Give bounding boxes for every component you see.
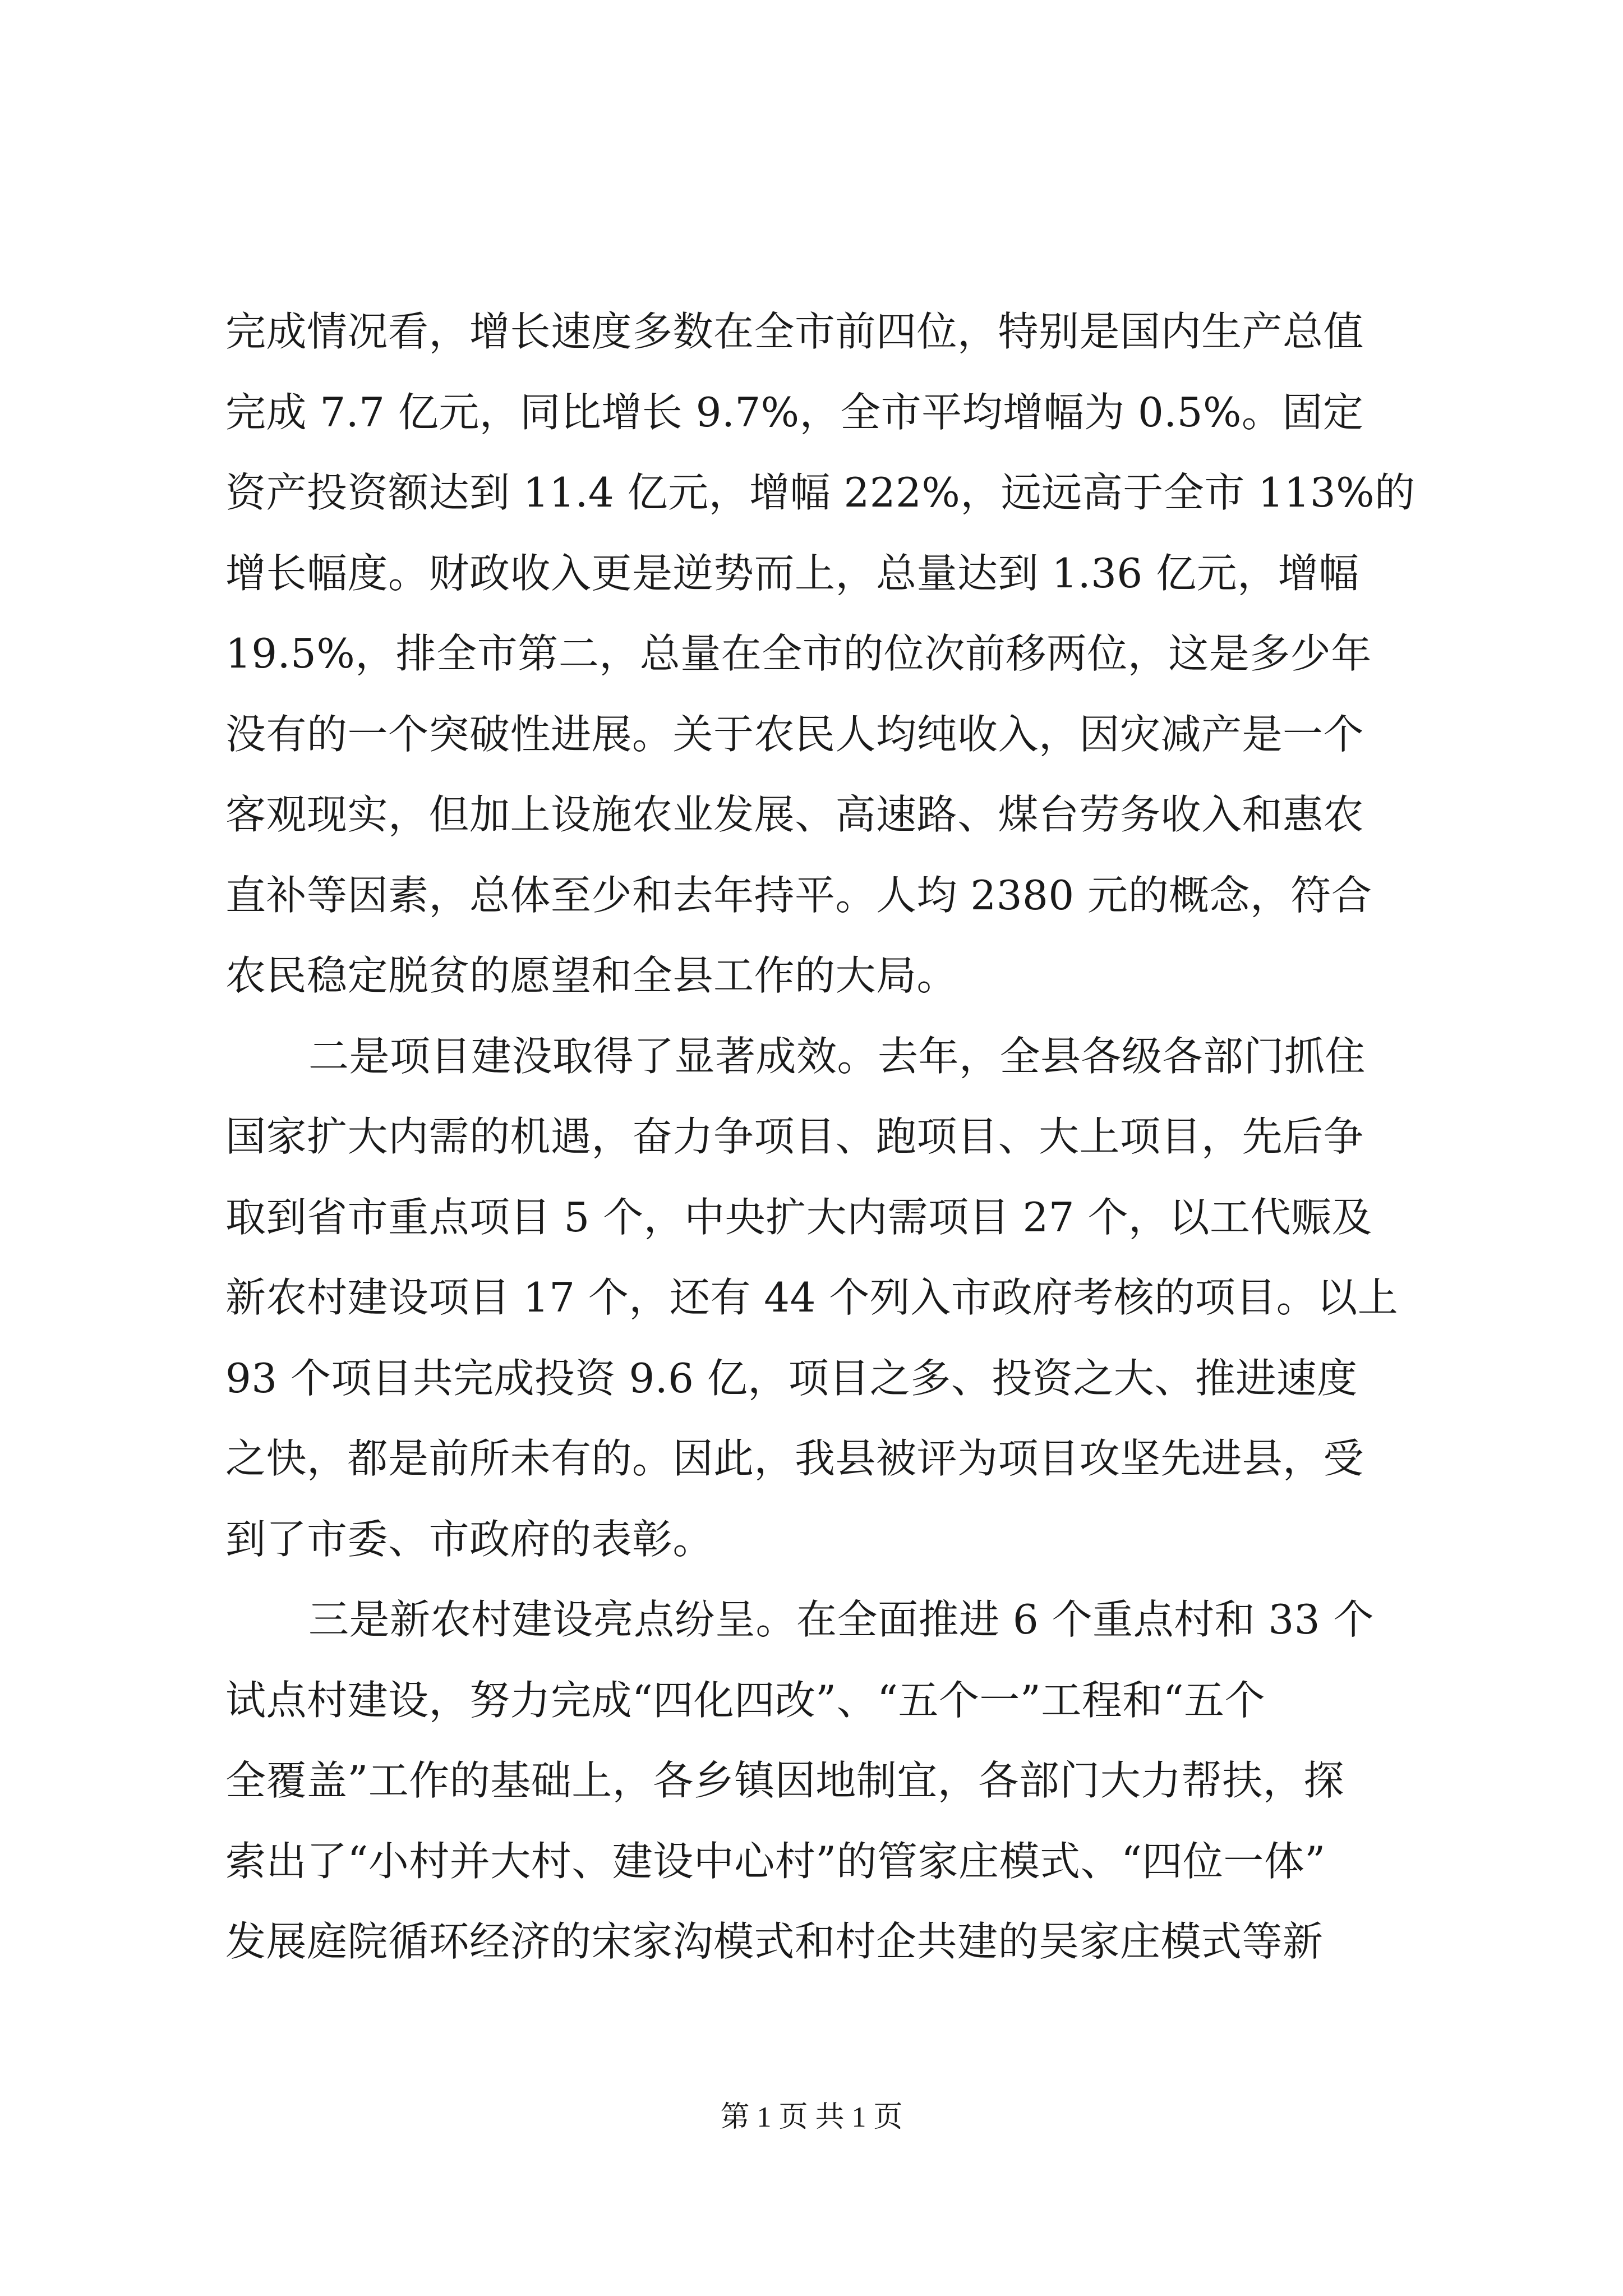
text-line: 直补等因素，总体至少和去年持平。人均 2380 元的概念，符合	[225, 871, 1372, 919]
paragraph-first-line: 二是项目建没取得了显著成效。去年，全县各级各部门抓住	[308, 1032, 1366, 1080]
text-line: 之快，都是前所未有的。因此，我县被评为项目攻坚先进县，受	[225, 1435, 1364, 1482]
text-line: 新农村建设项目 17 个，还有 44 个列入市政府考核的项目。以上	[225, 1274, 1399, 1321]
text-line: 试点村建设，努力完成“四化四改”、“五个一”工程和“五个	[225, 1676, 1266, 1724]
text-line: 发展庭院循环经济的宋家沟模式和村企共建的吴家庄模式等新	[225, 1918, 1324, 1965]
text-line: 到了市委、市政府的表彰。	[225, 1515, 714, 1563]
text-line: 增长幅度。财政收入更是逆势而上，总量达到 1.36 亿元，增幅	[225, 549, 1359, 597]
text-line: 农民稳定脱贫的愿望和全县工作的大局。	[225, 952, 958, 999]
text-line: 国家扩大内需的机遇，奋力争项目、跑项目、大上项目，先后争	[225, 1113, 1364, 1160]
text-line: 全覆盖”工作的基础上，各乡镇因地制宜，各部门大力帮扶，探	[225, 1757, 1344, 1804]
document-body	[225, 292, 1426, 1982]
text-line: 资产投资额达到 11.4 亿元，增幅 222%，远远高于全市 113%的	[225, 469, 1415, 516]
text-line: 19.5%，排全市第二，总量在全市的位次前移两位，这是多少年	[225, 630, 1372, 677]
text-line: 索出了“小村并大村、建设中心村”的管家庄模式、“四位一体”	[225, 1837, 1326, 1885]
text-line: 取到省市重点项目 5 个，中央扩大内需项目 27 个，以工代赈及	[225, 1193, 1372, 1241]
text-line: 完成 7.7 亿元，同比增长 9.7%，全市平均增幅为 0.5%。固定	[225, 388, 1364, 436]
text-line: 没有的一个突破性进展。关于农民人均纯收入，因灾减产是一个	[225, 710, 1364, 758]
text-line: 完成情况看，增长速度多数在全市前四位，特别是国内生产总值	[225, 308, 1364, 355]
text-line: 客观现实，但加上设施农业发展、高速路、煤台劳务收入和惠农	[225, 791, 1364, 838]
paragraph-first-line: 三是新农村建设亮点纷呈。在全面推进 6 个重点村和 33 个	[308, 1596, 1374, 1643]
page-number-footer: 第 1 页 共 1 页	[720, 2101, 903, 2133]
text-line: 93 个项目共完成投资 9.6 亿，项目之多、投资之大、推进速度	[225, 1354, 1358, 1402]
